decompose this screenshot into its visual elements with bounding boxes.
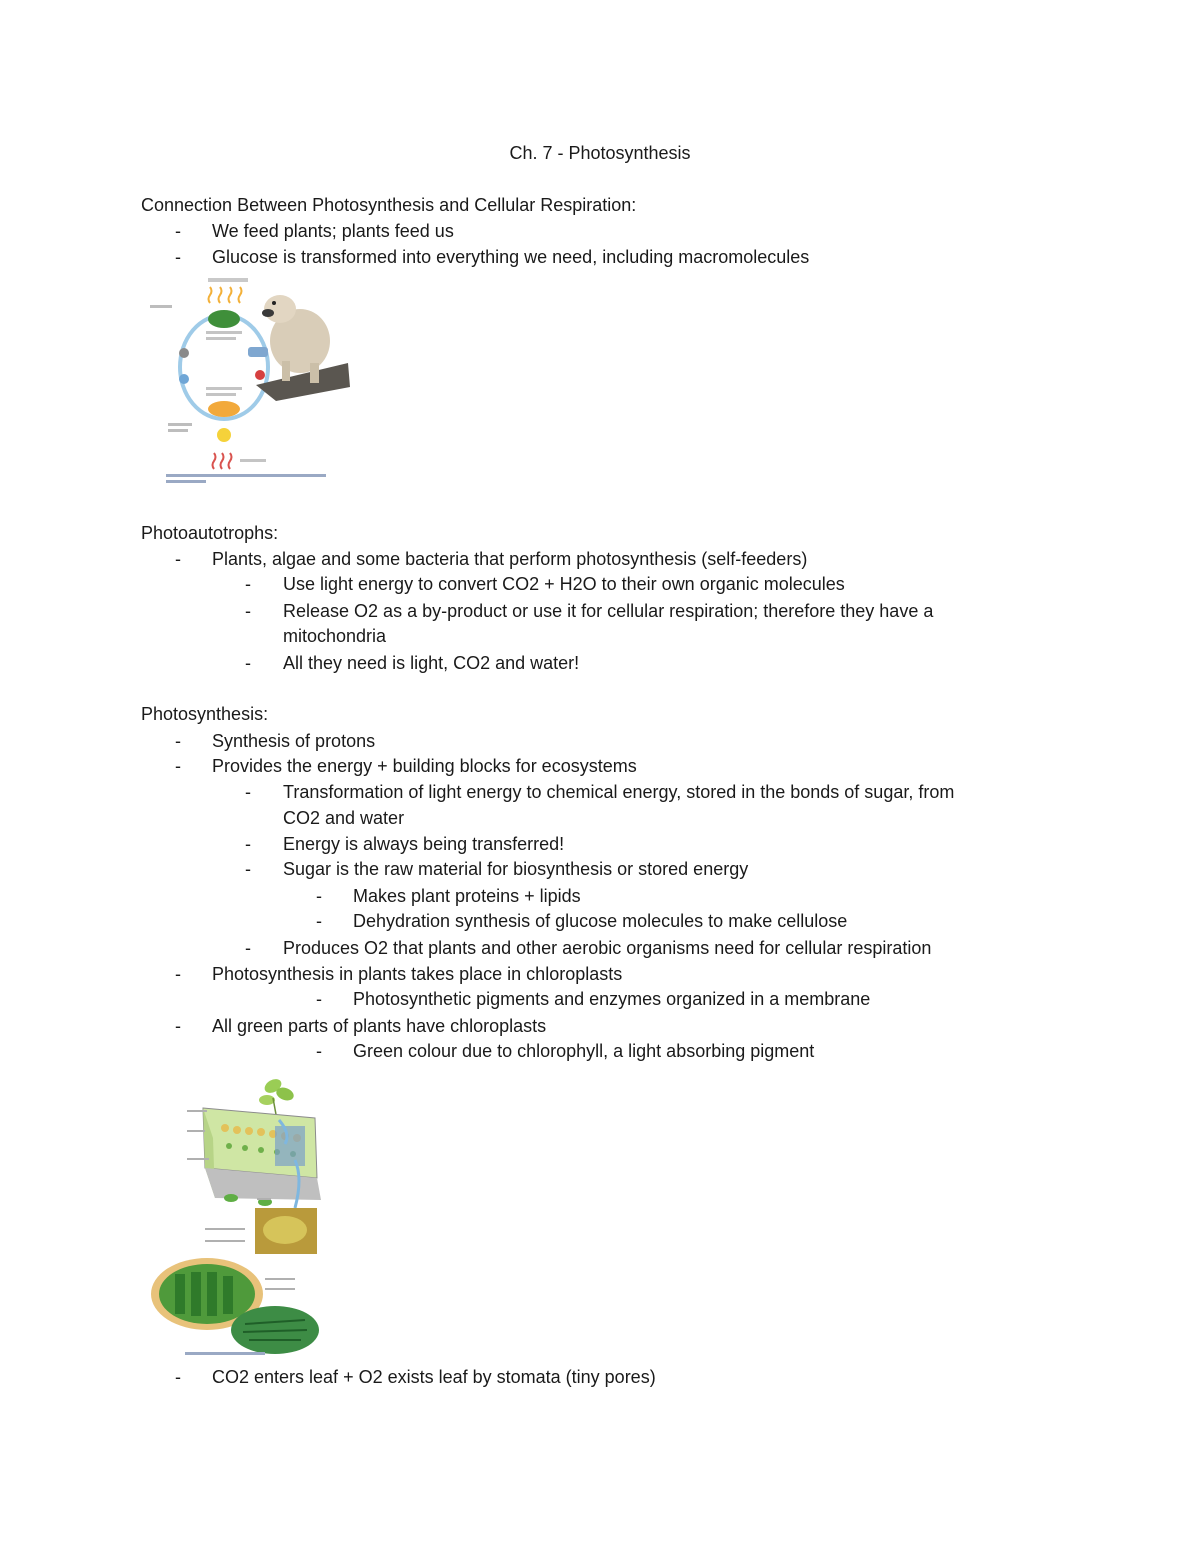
bullet-dash: - — [316, 1041, 322, 1061]
section-heading-photosynthesis: Photosynthesis: — [141, 704, 269, 724]
section-heading-photoautotrophs: Photoautotrophs: — [141, 523, 279, 543]
bullet-dash: - — [175, 1016, 181, 1036]
list-item: Use light energy to convert CO2 + H2O to their own organic molecules — [283, 574, 845, 594]
list-item: Provides the energy + building blocks for ecosystems — [212, 756, 637, 776]
bear-image — [256, 295, 350, 401]
bullet-dash: - — [175, 247, 181, 267]
bullet-dash: - — [175, 731, 181, 751]
oxygen-molecule-icon — [255, 370, 265, 380]
bullet-dash: - — [175, 1367, 181, 1387]
list-item: Produces O2 that plants and other aerobic organisms need for cellular respiration — [283, 938, 932, 958]
list-item: CO2 enters leaf + O2 exists leaf by stomata (tiny pores) — [212, 1367, 656, 1387]
bullet-dash: - — [316, 989, 322, 1009]
bullet-dash: - — [245, 574, 251, 594]
list-item: Dehydration synthesis of glucose molecules to make cellulose — [353, 911, 848, 931]
list-item: Energy is always being transferred! — [283, 834, 565, 854]
bullet-dash: - — [175, 756, 181, 776]
bullet-dash: - — [245, 653, 251, 673]
bullet-dash: - — [175, 549, 181, 569]
list-item: Transformation of light energy to chemical energy, stored in the bonds of sugar, from — [283, 782, 955, 802]
list-item: Makes plant proteins + lipids — [353, 886, 581, 906]
page-title: Ch. 7 - Photosynthesis — [509, 143, 691, 163]
list-item: Synthesis of protons — [212, 731, 376, 751]
stomata-icon — [224, 1194, 238, 1202]
list-item: Glucose is transformed into everything we need, including macromolecules — [212, 247, 810, 267]
bullet-dash: - — [245, 782, 251, 802]
list-item: Photosynthesis in plants takes place in chloroplasts — [212, 964, 623, 984]
bullet-dash: - — [245, 601, 251, 621]
bullet-dash: - — [175, 964, 181, 984]
section-heading-connection: Connection Between Photosynthesis and Cellular Respiration: — [141, 195, 637, 215]
mitochondrion-icon — [208, 401, 240, 417]
co2-molecule-icon — [179, 348, 189, 358]
list-item: Sugar is the raw material for biosynthesis or stored energy — [283, 859, 749, 879]
photosynthesis-respiration-cycle-figure — [148, 275, 350, 487]
bullet-dash: - — [316, 911, 322, 931]
bullet-dash: - — [245, 859, 251, 879]
organic-molecule-icon — [248, 347, 268, 357]
chloroplast-icon — [208, 310, 240, 328]
list-item: All they need is light, CO2 and water! — [283, 653, 580, 673]
list-item: We feed plants; plants feed us — [212, 221, 454, 241]
sunlight-icon — [209, 287, 242, 303]
atp-icon — [217, 428, 231, 442]
bullet-dash: - — [245, 834, 251, 854]
water-molecule-icon — [179, 374, 189, 384]
heat-energy-icon — [213, 453, 232, 469]
leaf-chloroplast-figure — [145, 1068, 325, 1358]
list-item: Plants, algae and some bacteria that perform photosynthesis (self-feeders) — [212, 549, 808, 569]
bullet-dash: - — [175, 221, 181, 241]
list-item-continuation: CO2 and water — [283, 808, 405, 828]
leaf-cross-section-image — [203, 1108, 321, 1200]
list-item: Release O2 as a by-product or use it for cellular respiration; therefore they have a — [283, 601, 934, 621]
list-item: Green colour due to chlorophyll, a light absorbing pigment — [353, 1041, 815, 1061]
list-item: All green parts of plants have chloroplasts — [212, 1016, 547, 1036]
list-item: Photosynthetic pigments and enzymes organized in a membrane — [353, 989, 871, 1009]
bullet-dash: - — [245, 938, 251, 958]
list-item-continuation: mitochondria — [283, 626, 387, 646]
bullet-dash: - — [316, 886, 322, 906]
